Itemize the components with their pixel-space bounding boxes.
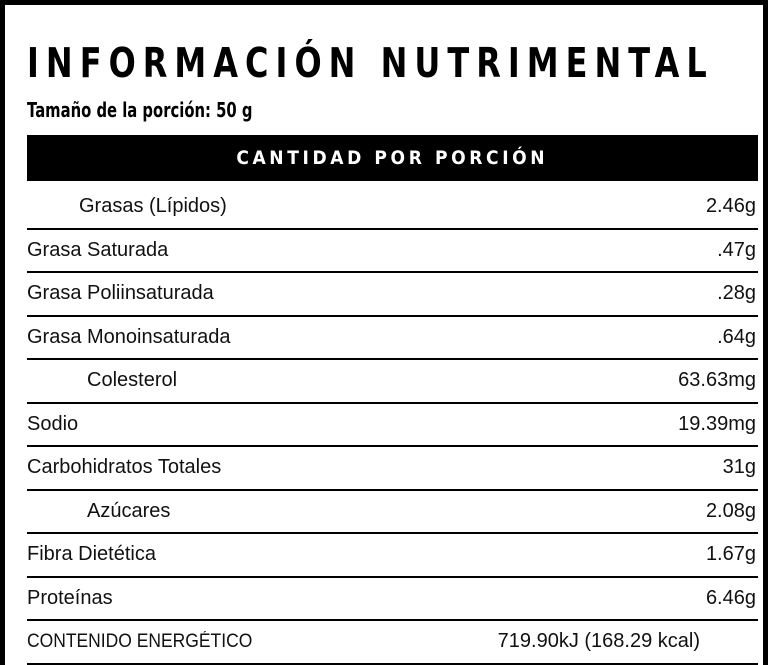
nutrient-value: .47g — [717, 238, 756, 261]
energy-content-row — [27, 621, 758, 665]
nutrient-name: Carbohidratos Totales — [27, 456, 222, 479]
nutrient-row-sodium — [27, 404, 758, 448]
nutrient-value: 63.63mg — [678, 369, 756, 392]
nutrient-row-saturated-fat — [27, 230, 758, 274]
nutrient-name: Fibra Dietética — [27, 543, 156, 566]
nutrient-value: 1.67g — [705, 543, 756, 566]
nutrient-row-fat — [27, 186, 758, 230]
nutrient-value: 31g — [722, 456, 756, 479]
nutrient-value: 2.08g — [705, 499, 756, 522]
nutrient-row-sugars — [27, 491, 758, 535]
nutrient-value: 19.39mg — [678, 412, 756, 435]
nutrient-row-cholesterol — [27, 360, 758, 404]
energy-content-label: CONTENIDO ENERGÉTICO — [27, 630, 253, 652]
nutrient-name: Sodio — [27, 412, 79, 435]
nutrient-table — [27, 186, 758, 665]
nutrient-name: Grasa Monoinsaturada — [27, 325, 231, 348]
amount-per-serving-heading: CANTIDAD POR PORCIÓN — [236, 147, 549, 169]
nutrient-name: Proteínas — [27, 586, 113, 609]
nutrient-name: Azúcares — [87, 499, 171, 522]
energy-content-value: 719.90kJ (168.29 kcal) — [497, 630, 700, 653]
nutrient-row-polyunsaturated-fat — [27, 273, 758, 317]
nutrient-row-dietary-fiber — [27, 534, 758, 578]
nutrient-value: .28g — [717, 282, 756, 305]
serving-size: Tamaño de la porción: 50 g — [27, 98, 253, 122]
nutrient-name: Grasa Saturada — [27, 238, 169, 261]
nutrient-value: 6.46g — [705, 586, 756, 609]
nutrient-name: Grasas (Lípidos) — [79, 195, 227, 218]
nutrient-value: .64g — [717, 325, 756, 348]
nutrient-name: Colesterol — [87, 369, 178, 392]
amount-per-serving-bar — [27, 135, 758, 181]
nutrient-row-protein — [27, 578, 758, 622]
label-title: INFORMACIÓN NUTRIMENTAL — [27, 39, 714, 87]
nutrient-value: 2.46g — [705, 195, 756, 218]
nutrient-name: Grasa Poliinsaturada — [27, 282, 214, 305]
nutrient-row-monounsaturated-fat — [27, 317, 758, 361]
nutrient-row-total-carbohydrates — [27, 447, 758, 491]
